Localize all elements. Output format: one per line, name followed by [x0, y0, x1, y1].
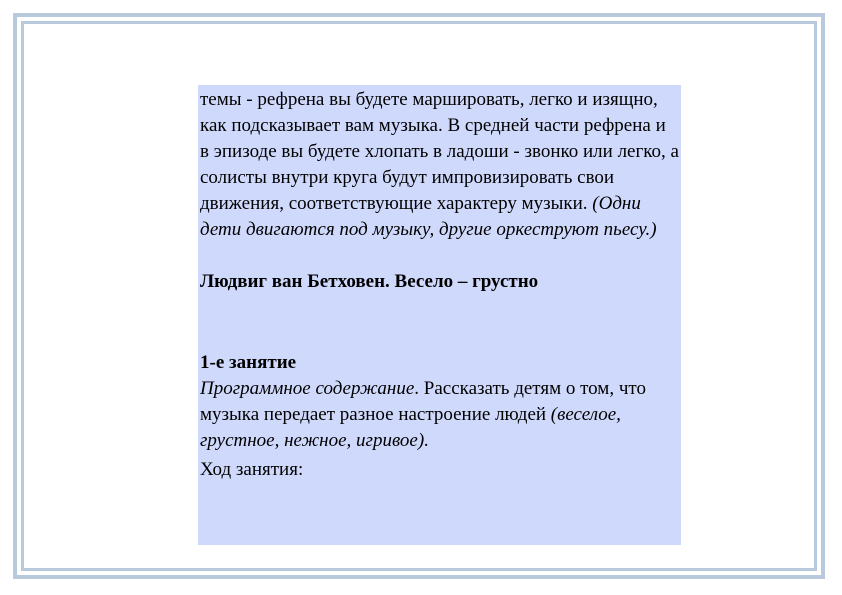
spacer [200, 243, 679, 269]
lesson-heading: 1-е занятие [200, 352, 297, 373]
paragraph-march-italic-note: (Одни дети двигаются под музыку, другие оркеструют пьесу.) [200, 193, 657, 240]
paragraph-march-instructions [200, 87, 679, 243]
program-content-italic: (веселое, грустное, нежное, игривое). [200, 404, 621, 451]
text-box [198, 85, 681, 545]
program-content [200, 376, 679, 454]
paragraph-march-text: темы - рефрена вы будете маршировать, легко и изящно, как подсказывает вам музыка. В средней части рефрена и в эпизоде вы будете хлопать в ладоши - звонко или легко, а солисты внутри круга будут импровизировать свои движения, соответствующие характеру музыки. [200, 89, 679, 214]
spacer [200, 295, 679, 350]
course-label: Ход занятия: [200, 459, 304, 480]
piece-title: Людвиг ван Бетховен. Весело – грустно [200, 271, 539, 292]
program-content-label: Программное содержание [200, 378, 415, 399]
program-content-text: . Рассказать детям о том, что музыка передает разное настроение людей [200, 378, 646, 425]
